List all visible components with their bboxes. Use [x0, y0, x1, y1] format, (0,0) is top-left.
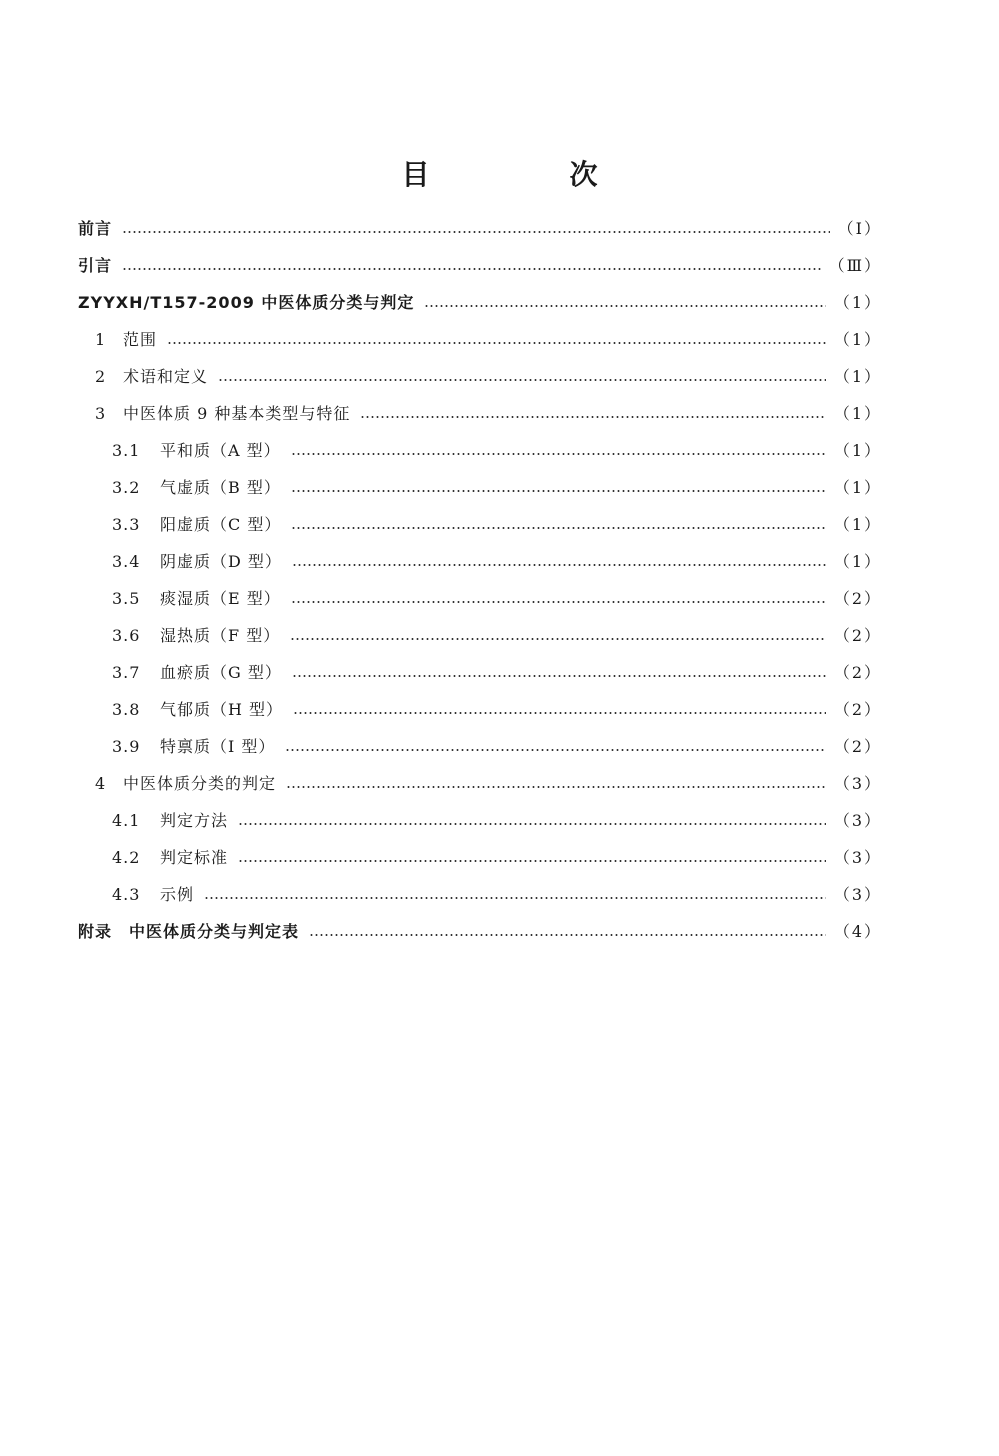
toc-entry-page: （3） — [833, 885, 882, 904]
toc-entry-3-3[interactable] — [112, 512, 882, 538]
toc-entry-label: 痰湿质（E 型） — [160, 589, 281, 608]
toc-dot-leader — [424, 305, 825, 307]
toc-entry-page: （3） — [833, 774, 882, 793]
toc-dot-leader — [360, 416, 825, 418]
toc-entry-page: （2） — [833, 700, 882, 719]
toc-dot-leader — [291, 490, 826, 492]
toc-dot-leader — [291, 601, 826, 603]
toc-entry-label: 阳虚质（C 型） — [160, 515, 282, 534]
toc-entry-label: 特禀质（I 型） — [160, 737, 276, 756]
toc-entry-number: 3.1 — [112, 441, 141, 460]
toc-dot-leader — [291, 527, 825, 529]
toc-entry-page: （Ⅲ） — [828, 256, 882, 275]
toc-entry-label: ZYYXH/T157-2009 中医体质分类与判定 — [78, 293, 415, 312]
toc-dot-leader — [286, 786, 826, 788]
toc-entry-number: 3.4 — [112, 552, 141, 571]
toc-entry-number: 4.2 — [112, 848, 141, 867]
toc-entry-3-8[interactable] — [112, 697, 882, 723]
toc-entry-page: （2） — [833, 589, 882, 608]
toc-entry-classification[interactable] — [95, 771, 882, 797]
toc-entry-4-2[interactable] — [112, 845, 882, 871]
toc-entry-3-7[interactable] — [112, 660, 882, 686]
toc-entry-number: 3.7 — [112, 663, 141, 682]
toc-entry-page: （3） — [833, 848, 882, 867]
toc-entry-label: 范围 — [123, 330, 158, 349]
toc-entry-label: 引言 — [78, 256, 113, 275]
toc-entry-nine-types[interactable] — [95, 401, 882, 427]
toc-entry-scope[interactable] — [95, 327, 882, 353]
toc-dot-leader — [122, 231, 830, 233]
toc-entry-label: 血瘀质（G 型） — [160, 663, 282, 682]
toc-entry-number: 1 — [95, 330, 106, 349]
toc-entry-4-3[interactable] — [112, 882, 882, 908]
toc-entry-3-9[interactable] — [112, 734, 882, 760]
toc-entry-page: （1） — [833, 441, 882, 460]
toc-entry-number: 4.3 — [112, 885, 141, 904]
toc-dot-leader — [290, 638, 826, 640]
toc-entry-label: 中医体质 9 种基本类型与特征 — [123, 404, 351, 423]
toc-entry-page: （1） — [833, 515, 882, 534]
toc-entry-label: 判定方法 — [160, 811, 229, 830]
toc-entry-label: 术语和定义 — [123, 367, 209, 386]
toc-dot-leader — [238, 823, 826, 825]
toc-entry-appendix[interactable] — [78, 919, 882, 945]
toc-dot-leader — [204, 897, 826, 899]
toc-entry-page: （1） — [833, 367, 882, 386]
toc-entry-number: 3.8 — [112, 700, 141, 719]
toc-entry-page: （2） — [833, 663, 882, 682]
toc-entry-terms[interactable] — [95, 364, 882, 390]
toc-entry-number: 3.5 — [112, 589, 141, 608]
toc-entry-page: （1） — [833, 404, 882, 423]
toc-dot-leader — [291, 453, 826, 455]
toc-entry-3-5[interactable] — [112, 586, 882, 612]
toc-dot-leader — [293, 712, 826, 714]
toc-dot-leader — [218, 379, 826, 381]
toc-entry-number: 3.2 — [112, 478, 141, 497]
toc-entry-label: 气虚质（B 型） — [160, 478, 281, 497]
toc-dot-leader — [292, 675, 826, 677]
toc-entry-label: 气郁质（H 型） — [160, 700, 284, 719]
toc-dot-leader — [238, 860, 826, 862]
toc-entry-page: （4） — [833, 922, 882, 941]
toc-entry-label: 平和质（A 型） — [160, 441, 281, 460]
toc-dot-leader — [167, 342, 826, 344]
toc-entry-number: 3.9 — [112, 737, 141, 756]
toc-entry-page: （2） — [833, 626, 882, 645]
toc-entry-3-4[interactable] — [112, 549, 882, 575]
toc-entry-page: （3） — [833, 811, 882, 830]
toc-entry-number: 3.6 — [112, 626, 141, 645]
toc-entry-3-1[interactable] — [112, 438, 882, 464]
toc-entry-page: （Ⅰ） — [837, 219, 882, 238]
toc-entry-3-2[interactable] — [112, 475, 882, 501]
toc-entry-3-6[interactable] — [112, 623, 882, 649]
toc-entry-page: （1） — [833, 552, 882, 571]
toc-entry-page: （1） — [833, 330, 882, 349]
toc-entry-label: 判定标准 — [160, 848, 229, 867]
toc-entry-number: 4.1 — [112, 811, 141, 830]
toc-entry-number: 3.3 — [112, 515, 141, 534]
toc-entry-label: 附录 中医体质分类与判定表 — [78, 922, 300, 941]
page-title: 目 次 — [401, 158, 654, 191]
toc-entry-4-1[interactable] — [112, 808, 882, 834]
toc-entry-number: 4 — [95, 774, 106, 793]
toc-entry-label: 湿热质（F 型） — [160, 626, 281, 645]
toc-entry-preface[interactable] — [78, 216, 882, 242]
toc-dot-leader — [122, 268, 821, 270]
toc-entry-label: 中医体质分类的判定 — [123, 774, 277, 793]
toc-dot-leader — [285, 749, 825, 751]
toc-dot-leader — [309, 934, 826, 936]
toc-entry-label: 阴虚质（D 型） — [160, 552, 282, 571]
toc-entry-introduction[interactable] — [78, 253, 882, 279]
toc-entry-number: 2 — [95, 367, 106, 386]
toc-entry-label: 示例 — [160, 885, 195, 904]
toc-entry-page: （1） — [833, 293, 882, 312]
toc-entry-standard[interactable] — [78, 290, 882, 316]
toc-entry-number: 3 — [95, 404, 106, 423]
toc-entry-page: （2） — [833, 737, 882, 756]
toc-dot-leader — [292, 564, 826, 566]
toc-entry-label: 前言 — [78, 219, 113, 238]
toc-entry-page: （1） — [833, 478, 882, 497]
